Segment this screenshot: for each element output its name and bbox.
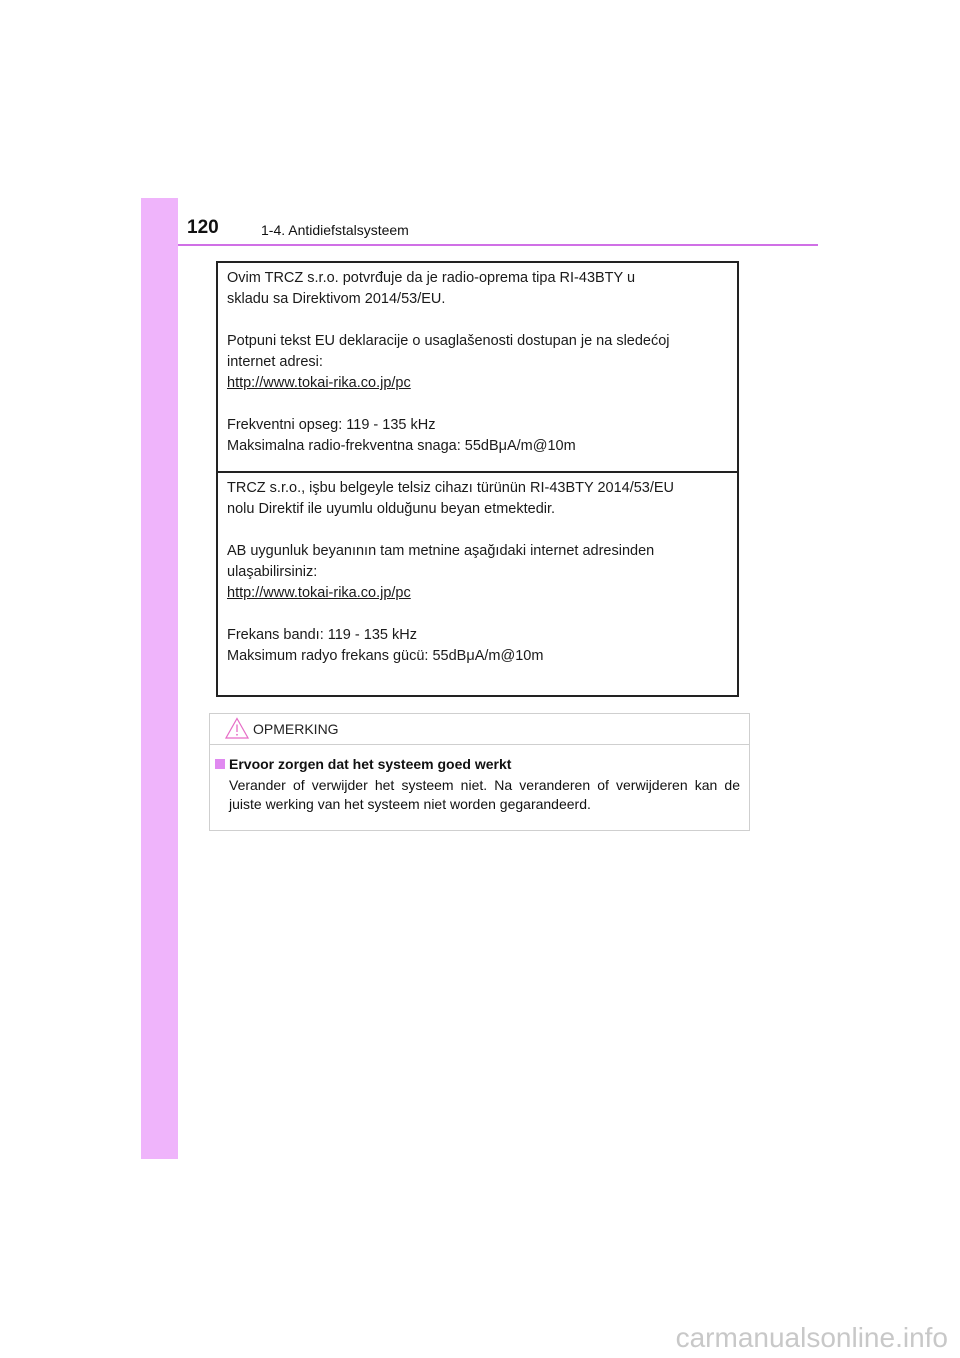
notice-title: OPMERKING [253,721,339,737]
turkish-line-1: TRCZ s.r.o., işbu belgeyle telsiz cihazı türünün RI-43BTY 2014/53/EU [227,480,675,496]
square-bullet-icon [215,759,225,769]
chapter-side-tab [141,198,178,1159]
turkish-power: Maksimum radyo frekans gücü: 55dBμA/m@10m [227,648,544,664]
serbian-line-3: Potpuni tekst EU deklaracije o usaglašenosti dostupan je na sledećoj [227,333,670,349]
watermark: carmanualsonline.info [675,1322,948,1353]
turkish-line-3: AB uygunluk beyanının tam metnine aşağıdaki internet adresinden [227,543,655,559]
serbian-line-1: Ovim TRCZ s.r.o. potvrđuje da je radio-oprema tipa RI-43BTY u [227,270,636,286]
turkish-line-4: ulaşabilirsiniz: [227,564,318,580]
notice-heading: Ervoor zorgen dat het systeem goed werkt [229,756,512,772]
declaration-turkish [218,473,737,695]
serbian-frequency: Frekventni opseg: 119 - 135 kHz [227,417,436,433]
turkish-link[interactable]: http://www.tokai-rika.co.jp/pc [227,585,411,601]
notice-header [210,714,749,745]
serbian-power: Maksimalna radio-frekventna snaga: 55dBμA/m@10m [227,438,576,454]
turkish-line-2: nolu Direktif ile uyumlu olduğunu beyan etmektedir. [227,501,556,517]
page-header [178,212,818,246]
serbian-link[interactable]: http://www.tokai-rika.co.jp/pc [227,375,411,391]
turkish-frequency: Frekans bandı: 119 - 135 kHz [227,627,417,643]
serbian-line-2: skladu sa Direktivom 2014/53/EU. [227,291,446,307]
notice-body: Verander of verwijder het systeem niet. Na veranderen of verwijderen kan de juiste werking van het systeem niet worden gegarandeerd. [229,777,740,812]
page-number: 120 [187,217,219,238]
serbian-line-4: internet adresi: [227,354,323,370]
warning-icon [225,717,249,739]
notice-box [209,713,750,831]
section-title: 1-4. Antidiefstalsysteem [261,222,409,238]
declaration-serbian [218,263,737,473]
declaration-box [216,261,739,697]
